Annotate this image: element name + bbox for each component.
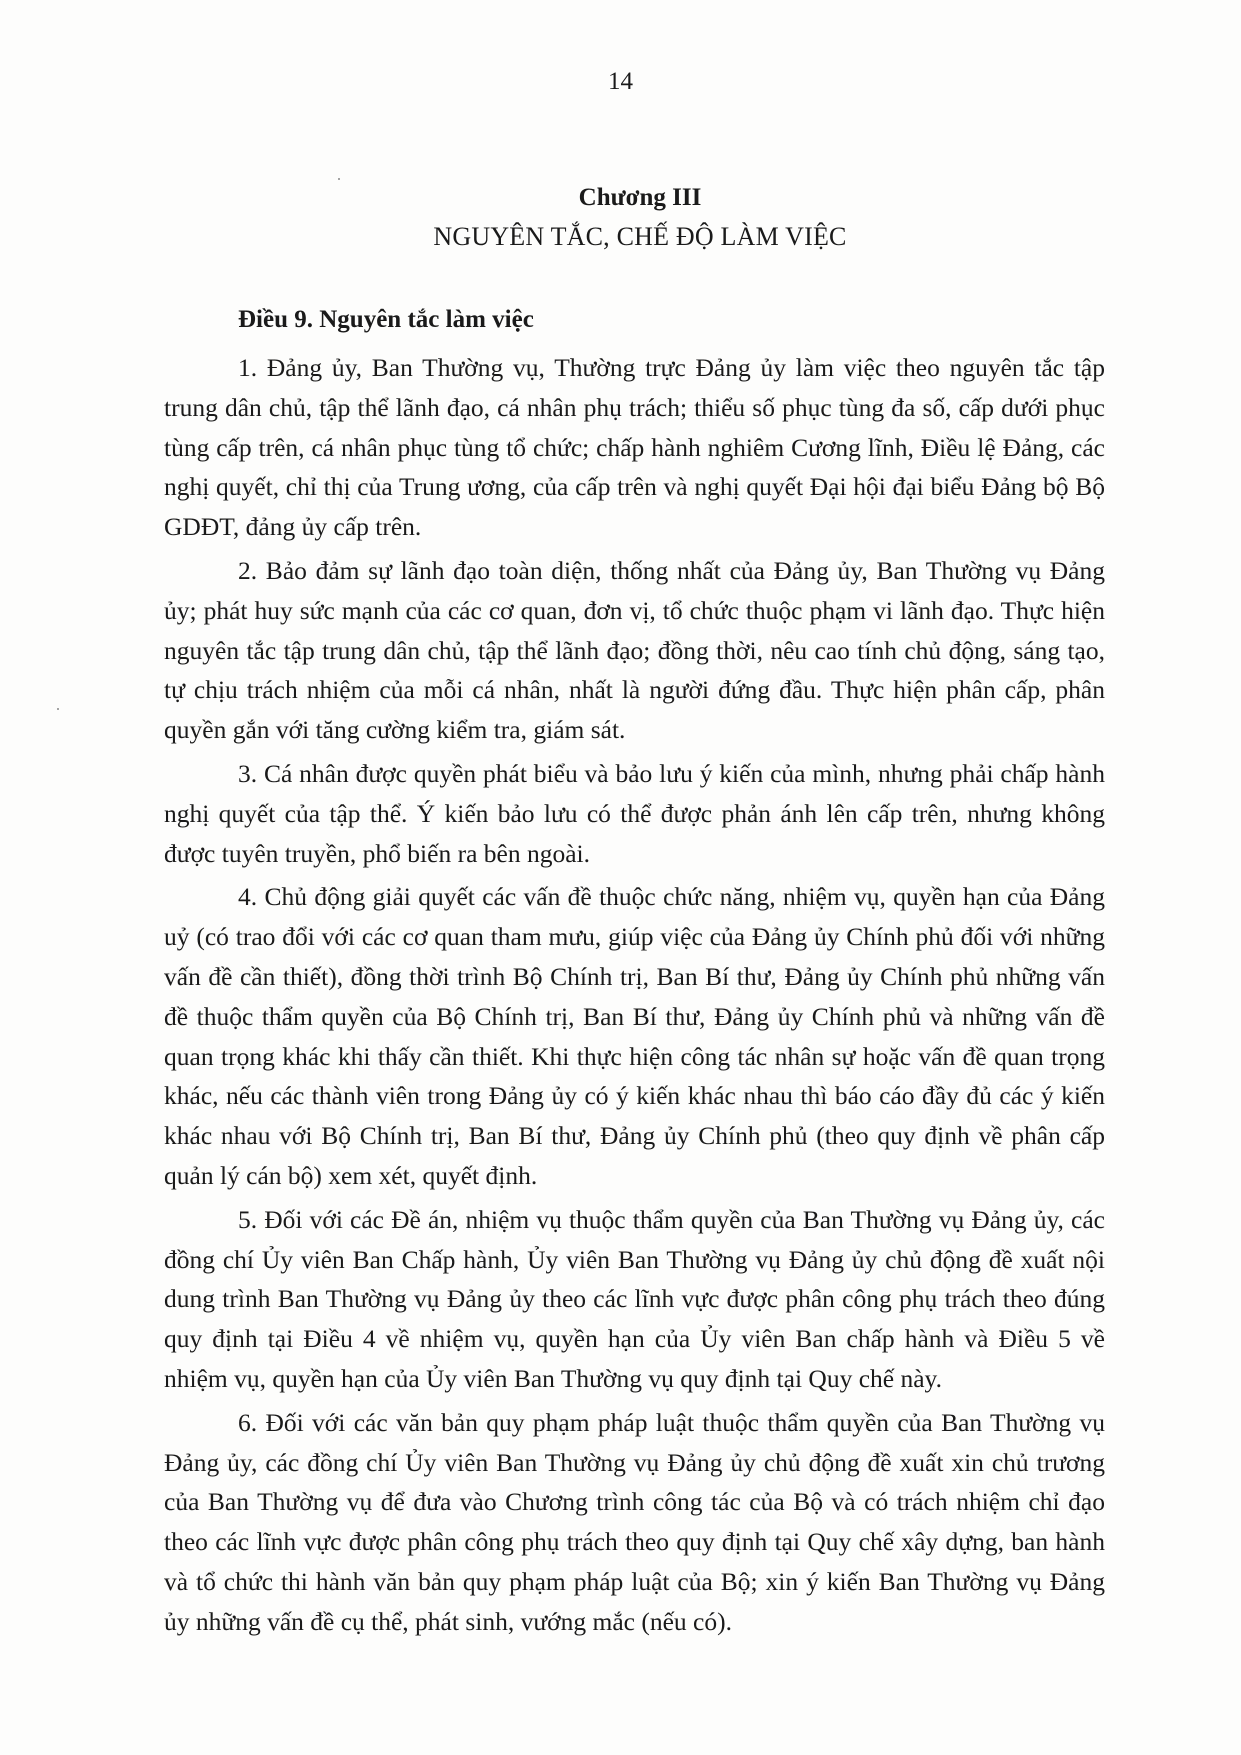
chapter-title: Chương III — [578, 184, 702, 211]
chapter-subtitle: NGUYÊN TẮC, CHẾ ĐỘ LÀM VIỆC — [433, 222, 847, 251]
paragraph-5: 5. Đối với các Đề án, nhiệm vụ thuộc thẩm quyền của Ban Thường vụ Đảng ủy, các đồng chí Ủy viên Ban Chấp hành, Ủy viên Ban Thường vụ Đảng ủy chủ động đề xuất nội dung trình Ban Thường vụ Đảng ủy theo các lĩnh vực được phân công phụ trách theo đúng quy định tại Điều 4 về nhiệm vụ, quyền hạn của Ủy viên Ban chấp hành và Điều 5 về nhiệm vụ, quyền hạn của Ủy viên Ban Thường vụ quy định tại Quy chế này. — [164, 1204, 1105, 1393]
article-body — [164, 348, 1105, 1642]
paragraph-3: 3. Cá nhân được quyền phát biểu và bảo lưu ý kiến của mình, nhưng phải chấp hành nghị quyết của tập thể. Ý kiến bảo lưu có thể được phản ánh lên cấp trên, nhưng không được tuyên truyền, phổ biến ra bên ngoài. — [164, 758, 1105, 868]
paragraph-4: 4. Chủ động giải quyết các vấn đề thuộc chức năng, nhiệm vụ, quyền hạn của Đảng uỷ (có trao đổi với các cơ quan tham mưu, giúp việc của Đảng ủy Chính phủ đối với những vấn đề cần thiết), đồng thời trình Bộ Chính trị, Ban Bí thư, Đảng ủy Chính phủ những vấn đề thuộc thẩm quyền của Bộ Chính trị, Ban Bí thư, Đảng ủy Chính phủ và những vấn đề quan trọng khác khi thấy cần thiết. Khi thực hiện công tác nhân sự hoặc vấn đề quan trọng khác, nếu các thành viên trong Đảng ủy có ý kiến khác nhau thì báo cáo đầy đủ các ý kiến khác nhau với Bộ Chính trị, Ban Bí thư, Đảng ủy Chính phủ (theo quy định về phân cấp quản lý cán bộ) xem xét, quyết định. — [164, 882, 1105, 1190]
scan-speck — [338, 178, 340, 180]
scan-speck — [57, 708, 59, 710]
paragraph-6: 6. Đối với các văn bản quy phạm pháp luật thuộc thẩm quyền của Ban Thường vụ Đảng ủy, các đồng chí Ủy viên Ban Thường vụ Đảng ủy chủ động đề xuất xin chủ trương của Ban Thường vụ để đưa vào Chương trình công tác của Bộ và có trách nhiệm chỉ đạo theo các lĩnh vực được phân công phụ trách theo quy định tại Quy chế xây dựng, ban hành và tổ chức thi hành văn bản quy phạm pháp luật của Bộ; xin ý kiến Ban Thường vụ Đảng ủy những vấn đề cụ thể, phát sinh, vướng mắc (nếu có). — [164, 1407, 1105, 1636]
article-heading: Điều 9. Nguyên tắc làm việc — [238, 306, 534, 333]
paragraph-1: 1. Đảng ủy, Ban Thường vụ, Thường trực Đảng ủy làm việc theo nguyên tắc tập trung dân chủ, tập thể lãnh đạo, cá nhân phụ trách; thiểu số phục tùng đa số, cấp dưới phục tùng cấp trên, cá nhân phục tùng tổ chức; chấp hành nghiêm Cương lĩnh, Điều lệ Đảng, các nghị quyết, chỉ thị của Trung ương, của cấp trên và nghị quyết Đại hội đại biểu Đảng bộ Bộ GDĐT, đảng ủy cấp trên. — [164, 353, 1105, 542]
paragraph-2: 2. Bảo đảm sự lãnh đạo toàn diện, thống nhất của Đảng ủy, Ban Thường vụ Đảng ủy; phát huy sức mạnh của các cơ quan, đơn vị, tổ chức thuộc phạm vi lãnh đạo. Thực hiện nguyên tắc tập trung dân chủ, tập thể lãnh đạo; đồng thời, nêu cao tính chủ động, sáng tạo, tự chịu trách nhiệm của mỗi cá nhân, nhất là người đứng đầu. Thực hiện phân cấp, phân quyền gắn với tăng cường kiểm tra, giám sát. — [164, 555, 1105, 745]
page-number: 14 — [608, 68, 633, 95]
